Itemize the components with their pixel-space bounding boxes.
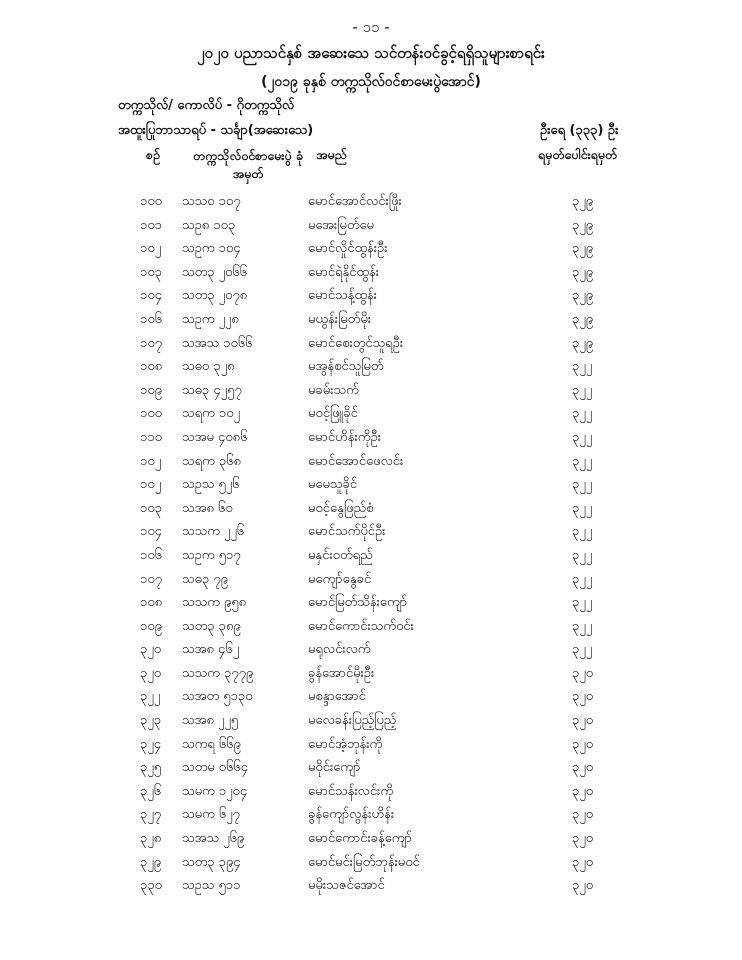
total-marks: ၃၂၂ <box>572 359 593 375</box>
table-row <box>0 426 742 450</box>
roll-number: သဥက ၂၂၈ <box>182 311 239 327</box>
roll-number: သဥက ၁၀၄ <box>182 241 241 257</box>
roll-number: သရက ၃၆၈ <box>182 453 241 469</box>
table-row <box>0 473 742 497</box>
student-name: မဝင့်နွေဖြည်စံ <box>308 500 374 516</box>
student-name: မမိုးသဇင်အောင် <box>308 878 385 894</box>
total-marks: ၃၂၂ <box>572 618 593 634</box>
roll-number: သမက ၁၂၀၄ <box>182 783 248 799</box>
table-row <box>0 756 742 780</box>
total-marks: ၃၂၀ <box>572 736 594 752</box>
table-row <box>0 803 742 827</box>
total-marks: ၃၂၂ <box>572 406 593 422</box>
roll-number: သအတ ၅၁၃၀ <box>182 689 253 705</box>
row-number: ၁၀၇ <box>140 335 162 351</box>
row-number: ၁၀၈ <box>140 595 163 611</box>
total-marks: ၃၂၀ <box>572 854 594 870</box>
student-name: မအေးမြတ်မေ <box>308 217 374 233</box>
student-name: မရုလင်းလက် <box>308 642 371 658</box>
table-row <box>0 520 742 544</box>
student-name: မစန္ဒာအောင် <box>308 689 366 705</box>
row-number: ၃၂၈ <box>140 831 162 847</box>
table-row <box>0 591 742 615</box>
total-marks: ၃၂၂ <box>572 429 593 445</box>
table-row <box>0 497 742 521</box>
row-number: ၃၃၀ <box>140 878 162 894</box>
table-row <box>0 190 742 214</box>
roll-number: သဥသ ၅၁၁ <box>182 878 241 894</box>
row-number: ၁၀၀ <box>140 194 162 209</box>
student-name: မောင်အောင်ဖေလင်း <box>308 453 404 469</box>
seats-count: ဦးရေ (၃၃၃) ဦး <box>540 123 619 138</box>
total-marks: ၃၂၉ <box>572 288 594 304</box>
roll-number: သဥသ ၅၂၆ <box>182 477 240 493</box>
table-row <box>0 638 742 662</box>
row-number: ၁၀၂ <box>140 453 162 469</box>
student-name: မကျော်နွေခင် <box>308 571 372 587</box>
table-row <box>0 827 742 851</box>
row-number: ၁၀၈ <box>140 359 163 375</box>
roll-number: သဓဝ ၃၂၈ <box>182 359 235 375</box>
total-marks: ၃၂၂ <box>572 595 593 611</box>
roll-number: သတမ ၀၆၆၄ <box>182 760 249 776</box>
student-name: မမေသူခိုင် <box>308 477 358 493</box>
page-number: - ၁၁ - <box>352 18 390 36</box>
table-row <box>0 402 742 426</box>
roll-number: သတ၃ ၃၉၄ <box>182 854 241 870</box>
total-marks: ၃၂၂ <box>572 382 593 398</box>
row-number: ၃၂၅ <box>140 760 162 776</box>
student-name: မောင်သန်းလင်းကို <box>308 783 394 799</box>
row-number: ၃၂၀ <box>140 665 162 681</box>
row-number: ၁၀၃ <box>140 500 162 516</box>
row-number: ၁၀၂ <box>140 477 162 493</box>
table-row <box>0 237 742 261</box>
student-name: မဝိုင်းကျော် <box>308 760 361 776</box>
roll-number: သတ၃ ၂၀၇၈ <box>182 288 248 304</box>
row-number: ၁၀၆ <box>140 547 162 563</box>
student-list <box>0 190 742 898</box>
total-marks: ၃၂၂ <box>572 524 593 540</box>
student-name: မောင်ကောင်းသက်ဝင်း <box>308 618 414 634</box>
roll-number: သကရ ၆၆၉ <box>182 736 241 752</box>
total-marks: ၃၂၉ <box>572 217 594 233</box>
roll-number: သဥက ၅၁၇ <box>182 547 241 563</box>
total-marks: ၃၂၀ <box>572 783 594 799</box>
table-row <box>0 308 742 332</box>
row-number: ၁၀၂ <box>140 241 162 257</box>
roll-number: သတ၃ ၂၀၆၆ <box>182 264 247 280</box>
student-name: မယွန်းမြတ်မိုး <box>308 311 372 327</box>
header-name: အမည် <box>316 147 347 162</box>
roll-number: သသက ၂၂၆ <box>182 524 245 540</box>
student-name: မောင်သက်ပိုင်ဦး <box>308 524 386 540</box>
roll-number: သအ၈ ၆၀ <box>182 500 233 516</box>
table-row <box>0 379 742 403</box>
total-marks: ၃၂၀ <box>572 760 594 776</box>
total-marks: ၃၂၀ <box>572 689 594 705</box>
university-line: တက္ကသိုလ်/ ကောလိပ် - ဂိုတက္ကသိုလ် <box>118 98 295 113</box>
total-marks: ၃၂၂ <box>572 547 593 563</box>
roll-number: သအသ ၁၀၆၆ <box>182 335 253 351</box>
total-marks: ၃၂၂ <box>572 571 593 587</box>
total-marks: ၃၂၀ <box>572 713 594 729</box>
table-row <box>0 450 742 474</box>
student-name: မောင်သန့်ထွန်း <box>308 288 377 304</box>
roll-number: သရက ၁၀၂ <box>182 406 240 422</box>
document-subtitle: (၂၀၁၉ ခုနှစ် တက္ကသိုလ်ဝင်စာမေးပွဲအောင်) <box>261 74 481 90</box>
total-marks: ၃၂၀ <box>572 831 594 847</box>
student-name: မောင်မြတ်သိန်းကျော် <box>308 595 408 611</box>
total-marks: ၃၂၉ <box>572 194 594 209</box>
row-number: ၃၂၂ <box>140 689 161 705</box>
roll-number: သအသ ၂၆၉ <box>182 831 245 847</box>
total-marks: ၃၂၉ <box>572 241 594 257</box>
table-row <box>0 662 742 686</box>
table-row <box>0 874 742 898</box>
row-number: ၃၂၉ <box>140 854 162 870</box>
total-marks: ၃၂၂ <box>572 642 593 658</box>
student-name: မအွန်စင်သူမြတ် <box>308 359 384 375</box>
total-marks: ၃၂၉ <box>572 264 594 280</box>
roll-number: သအ၈ ၂၂၅ <box>182 713 239 729</box>
table-row <box>0 733 742 757</box>
roll-number: သအ၈ ၄၆၂ <box>182 642 240 658</box>
document-title: ၂၀၂၀ ပညာသင်နှစ် အဆေးသေ သင်တန်းဝင်ခွင့်ရရှိသူများစာရင်း <box>197 44 545 62</box>
row-number: ၁၀၄ <box>140 288 162 304</box>
student-name: မောင်လှိုင်ထွန်းဦး <box>308 241 388 257</box>
roll-number: သတ၃ ၃၈၉ <box>182 618 241 634</box>
roll-number: သဥ၈ ၁၀၃ <box>182 217 236 233</box>
row-number: ၁၀၉ <box>140 382 162 398</box>
table-row <box>0 780 742 804</box>
student-name: ခွန်ကျော်လွန်းဟိန်း <box>308 807 395 823</box>
total-marks: ၃၂၂ <box>572 500 593 516</box>
roll-number: သဓ၃ ၄၂၅၇ <box>182 382 242 398</box>
roll-number: သသက ၉၅၈ <box>182 595 247 611</box>
row-number: ၁၀၀ <box>140 406 162 422</box>
table-row <box>0 615 742 639</box>
row-number: ၁၀၄ <box>140 524 162 540</box>
total-marks: ၃၂၀ <box>572 665 594 681</box>
row-number: ၁၀၉ <box>140 618 162 634</box>
roll-number: သအမ ၄၀၈၆ <box>182 429 248 445</box>
row-number: ၁၁၀ <box>140 429 162 445</box>
student-name: မနှင်းဝတ်ရည် <box>308 547 373 563</box>
table-row <box>0 355 742 379</box>
row-number: ၁၀၆ <box>140 311 162 327</box>
roll-number: သသ၀ ၁၀၇ <box>182 194 241 209</box>
row-number: ၃၂၇ <box>140 807 162 823</box>
row-number: ၃၂၄ <box>140 736 162 752</box>
total-marks: ၃၂၀ <box>572 878 594 894</box>
total-marks: ၃၂၂ <box>572 453 593 469</box>
total-marks: ၃၂၉ <box>572 335 594 351</box>
total-marks: ၃၂၀ <box>572 807 594 823</box>
student-name: မဝင့်ဖြူခိုင် <box>308 406 358 422</box>
header-roll-number: တက္ကသိုလ်ဝင်စာမေးပွဲ ခုံအမှတ် <box>193 148 303 181</box>
row-number: ၁၀၃ <box>140 264 162 280</box>
student-name: မောင်စေးတွင်သူရဦး <box>308 335 404 351</box>
table-row <box>0 214 742 238</box>
total-marks: ၃၂၂ <box>572 477 593 493</box>
table-row <box>0 261 742 285</box>
roll-number: သဓ၃ ၇၉ <box>182 571 228 587</box>
table-row <box>0 851 742 875</box>
specialization-line: အထူးပြုဘာသာရပ် - သင်္ချာ(အဆေးသေ) <box>118 123 314 138</box>
student-name: ခွန်အောင်မိုးဦး <box>308 665 375 681</box>
total-marks: ၃၂၉ <box>572 311 594 327</box>
roll-number: သမက ၆၂၇ <box>182 807 240 823</box>
student-name: မလေခန်းပြည့်ပြည့် <box>308 713 397 729</box>
row-number: ၃၂၃ <box>140 713 162 729</box>
table-row <box>0 685 742 709</box>
header-marks: ရမှတ်ပေါင်းရမှတ် <box>538 147 618 162</box>
table-row <box>0 284 742 308</box>
student-name: မောင်ကောင်းခန့်ကျော် <box>308 831 412 847</box>
table-row <box>0 544 742 568</box>
row-number: ၃၂၆ <box>140 783 162 799</box>
table-row <box>0 709 742 733</box>
student-name: မောင်ရဲနိုင်ထွန်း <box>308 264 380 280</box>
table-row <box>0 332 742 356</box>
row-number: ၃၂၀ <box>140 642 162 658</box>
student-name: မောင်ဟိန်းကိုဦး <box>308 429 382 445</box>
header-no: စဉ် <box>146 147 160 162</box>
row-number: ၁၀၁ <box>140 217 162 233</box>
student-name: မောင်အံ့ဘုန်းကို <box>308 736 383 752</box>
student-name: မခမ်းသက် <box>308 382 359 398</box>
table-row <box>0 568 742 592</box>
roll-number: သသက ၃၇၇၉ <box>182 665 254 681</box>
row-number: ၁၀၇ <box>140 571 162 587</box>
student-name: မောင်မင်းမြတ်ဘုန်းမဝင် <box>308 854 420 870</box>
student-name: မောင်အောင်လင်းဖြိုး <box>308 194 402 209</box>
